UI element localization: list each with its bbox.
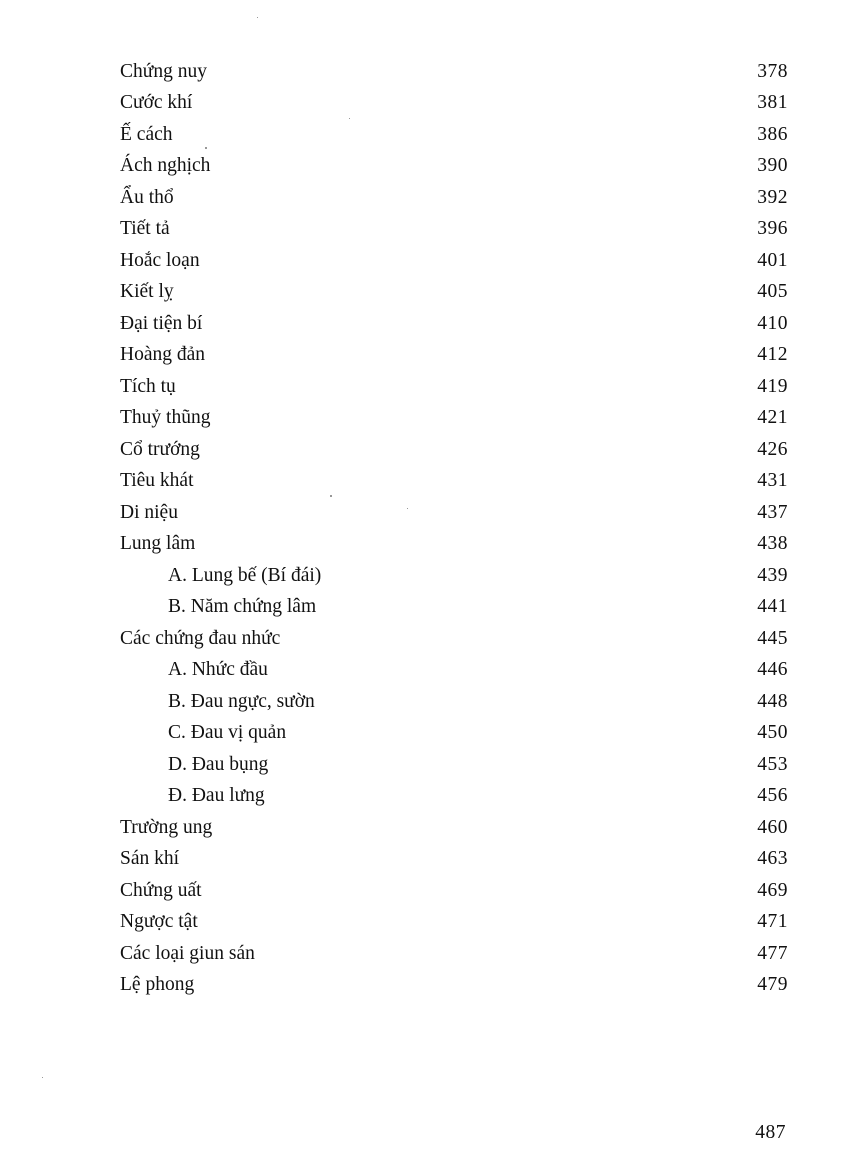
toc-entry-title: Di niệu xyxy=(120,502,178,523)
toc-entry-page: 437 xyxy=(757,502,788,523)
scan-speck xyxy=(205,147,207,149)
toc-entry xyxy=(120,184,788,212)
scan-speck xyxy=(407,508,408,509)
toc-entry xyxy=(120,215,788,243)
toc-entry-page: 419 xyxy=(757,376,788,397)
toc-entry-title: Sán khí xyxy=(120,848,180,869)
toc-entry-title: Thuỷ thũng xyxy=(120,407,211,428)
toc-entry-page: 405 xyxy=(757,281,788,302)
toc-entry-title: Hoàng đản xyxy=(120,344,206,365)
toc-entry xyxy=(120,467,788,495)
toc-entry-title: Đ. Đau lưng xyxy=(168,785,265,806)
toc-entry xyxy=(120,373,788,401)
toc-entry-page: 446 xyxy=(757,659,788,680)
scan-speck xyxy=(330,495,332,497)
toc-entry-title: Hoắc loạn xyxy=(120,250,200,271)
toc-entry-title: Các chứng đau nhức xyxy=(120,628,281,649)
toc-entry-page: 381 xyxy=(757,92,788,113)
toc-entry xyxy=(120,625,788,653)
toc-subentry xyxy=(120,688,788,716)
toc-entry-page: 421 xyxy=(757,407,788,428)
toc-subentry xyxy=(120,656,788,684)
toc-entry-title: A. Lung bế (Bí đái) xyxy=(168,565,322,586)
toc-entry-title: Đại tiện bí xyxy=(120,313,203,334)
toc-entry-page: 412 xyxy=(757,344,788,365)
toc-entry xyxy=(120,940,788,968)
toc-entry-page: 469 xyxy=(757,880,788,901)
scan-speck xyxy=(349,118,350,119)
toc-entry-page: 460 xyxy=(757,817,788,838)
toc-entry-title: C. Đau vị quản xyxy=(168,722,287,743)
toc-entry-title: Lệ phong xyxy=(120,974,195,995)
toc-subentry xyxy=(120,593,788,621)
toc-entry-title: Tiêu khát xyxy=(120,470,194,491)
toc-entry-title: Lung lâm xyxy=(120,533,196,554)
toc-entry-title: D. Đau bụng xyxy=(168,754,269,775)
toc-entry-title: Các loại giun sán xyxy=(120,943,255,964)
toc-entry-page: 448 xyxy=(757,691,788,712)
toc-entry xyxy=(120,310,788,338)
toc-entry-page: 471 xyxy=(757,911,788,932)
toc-entry-page: 456 xyxy=(757,785,788,806)
toc-entry xyxy=(120,152,788,180)
toc-entry-title: Cước khí xyxy=(120,92,193,113)
toc-entry xyxy=(120,814,788,842)
toc-entry-title: Ế cách xyxy=(120,124,173,145)
toc-entry xyxy=(120,89,788,117)
toc-entry-title: Chứng nuy xyxy=(120,61,207,82)
toc-entry xyxy=(120,341,788,369)
toc-entry-page: 441 xyxy=(757,596,788,617)
toc-entry xyxy=(120,278,788,306)
scan-speck xyxy=(257,17,258,18)
toc-entry xyxy=(120,908,788,936)
toc-entry-title: Ẩu thổ xyxy=(120,187,174,208)
toc-entry-page: 445 xyxy=(757,628,788,649)
toc-entry-page: 390 xyxy=(757,155,788,176)
toc-entry-page: 439 xyxy=(757,565,788,586)
toc-entry-title: B. Đau ngực, sườn xyxy=(168,691,315,712)
toc-entry-page: 450 xyxy=(757,722,788,743)
toc-entry-page: 426 xyxy=(757,439,788,460)
toc-entry-page: 438 xyxy=(757,533,788,554)
toc-entry-page: 463 xyxy=(757,848,788,869)
toc-entry-title: Cổ trướng xyxy=(120,439,200,460)
toc-entry-page: 386 xyxy=(757,124,788,145)
toc-entry xyxy=(120,404,788,432)
toc-entry xyxy=(120,499,788,527)
toc-entry xyxy=(120,845,788,873)
toc-entry xyxy=(120,247,788,275)
toc-subentry xyxy=(120,562,788,590)
toc-entry-page: 479 xyxy=(757,974,788,995)
toc-entry-page: 410 xyxy=(757,313,788,334)
toc-subentry xyxy=(120,719,788,747)
toc-entry-title: Ngược tật xyxy=(120,911,198,932)
toc-entry xyxy=(120,58,788,86)
scan-speck xyxy=(42,1077,43,1078)
toc-subentry xyxy=(120,751,788,779)
toc-entry-title: Chứng uất xyxy=(120,880,202,901)
toc-entry-title: A. Nhức đầu xyxy=(168,659,268,680)
toc-entry-page: 453 xyxy=(757,754,788,775)
toc-entry-title: Ách nghịch xyxy=(120,155,211,176)
toc-entry-title: Kiết lỵ xyxy=(120,281,174,302)
page-number: 487 xyxy=(755,1122,786,1143)
toc-entry-page: 431 xyxy=(757,470,788,491)
toc-entry-title: B. Năm chứng lâm xyxy=(168,596,317,617)
toc-entry-title: Trường ung xyxy=(120,817,213,838)
toc-entry-page: 392 xyxy=(757,187,788,208)
toc-subentry xyxy=(120,782,788,810)
toc-entry xyxy=(120,121,788,149)
toc-entry xyxy=(120,971,788,999)
toc-entry-page: 396 xyxy=(757,218,788,239)
toc-entry xyxy=(120,530,788,558)
toc-entry-title: Tích tụ xyxy=(120,376,176,397)
toc-entry xyxy=(120,436,788,464)
toc-entry-title: Tiết tả xyxy=(120,218,170,239)
toc-entry-page: 477 xyxy=(757,943,788,964)
toc-entry xyxy=(120,877,788,905)
toc-entry-page: 378 xyxy=(757,61,788,82)
toc-entry-page: 401 xyxy=(757,250,788,271)
